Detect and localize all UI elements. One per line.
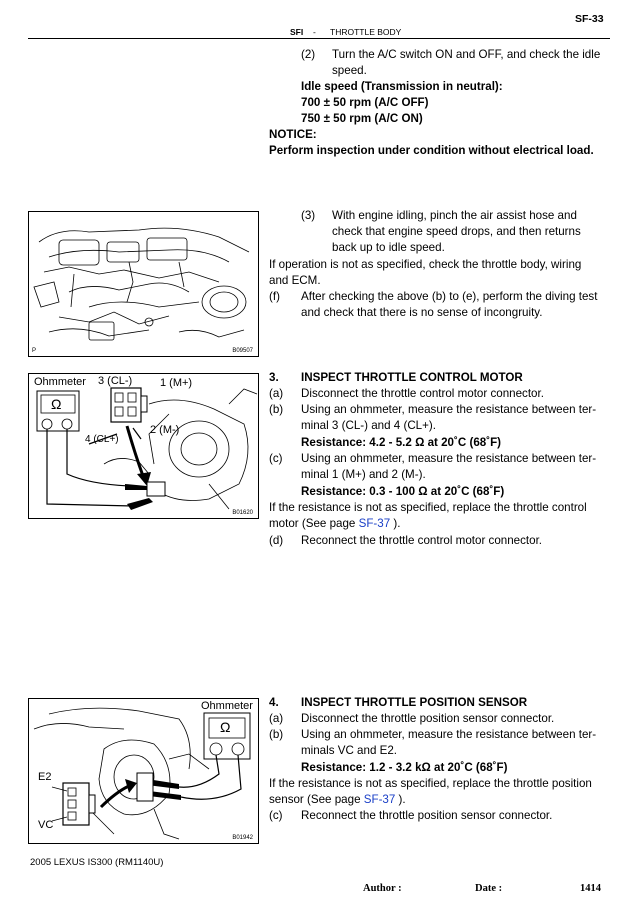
section-3-page-link[interactable]: SF-37 <box>358 517 391 530</box>
step-4b-number: (b) <box>269 728 284 741</box>
figure2-terminal-3: 3 (CL-) <box>98 375 133 387</box>
figure3-ohm-symbol: Ω <box>220 719 231 735</box>
footer-author: Author : <box>363 883 402 894</box>
section-4-para-line2 <box>269 792 406 808</box>
section-3-para-line1: If the resistance is not as specified, replace the throttle control <box>269 501 587 514</box>
figure2-terminal-2: 2 (M-) <box>150 424 180 436</box>
notice-text: Perform inspection under condition without electrical load. <box>269 144 594 157</box>
figure3-terminal-vc: VC <box>38 819 54 831</box>
engine-illustration <box>28 211 259 357</box>
step-3a-number: (a) <box>269 387 284 400</box>
step-4c-text: Reconnect the throttle position sensor connector. <box>301 809 553 822</box>
header-dash: - <box>313 27 316 37</box>
figure2-terminal-4: 4 (CL+) <box>85 434 119 445</box>
section-4-page-link[interactable]: SF-37 <box>363 793 396 806</box>
operation-para-line1: If operation is not as specified, check the throttle body, wiring <box>269 258 582 271</box>
header-rule <box>28 38 610 39</box>
step-3c-number: (c) <box>269 452 283 465</box>
header-section: SFI <box>290 27 304 37</box>
section-4-para-prefix: sensor (See page <box>269 793 364 806</box>
step-3d-number: (d) <box>269 534 284 547</box>
section-3-para-prefix: motor (See page <box>269 517 359 530</box>
page-code: SF-33 <box>575 13 604 25</box>
section-3-heading: INSPECT THROTTLE CONTROL MOTOR <box>301 371 523 384</box>
figure3-code: B01942 <box>232 835 253 841</box>
figure1-code: B09507 <box>232 348 253 354</box>
section-4-para-line1: If the resistance is not as specified, replace the throttle position <box>269 777 592 790</box>
step-4b-text-line2: minals VC and E2. <box>301 744 398 757</box>
section-3-para-suffix: ). <box>390 517 401 530</box>
section-4-para-suffix: ). <box>395 793 406 806</box>
idle-speed-ac-off: 700 ± 50 rpm (A/C OFF) <box>301 96 429 109</box>
figure1-letter: P <box>32 348 37 354</box>
step-2-text-line2: speed. <box>332 64 367 77</box>
step-4c-number: (c) <box>269 809 283 822</box>
step-3c-spec: Resistance: 0.3 - 100 Ω at 20˚C (68˚F) <box>301 485 505 498</box>
footer-page-number: 1414 <box>580 883 601 894</box>
figure2-code: B01620 <box>232 510 253 516</box>
idle-speed-title: Idle speed (Transmission in neutral): <box>301 80 503 93</box>
operation-para-line2: and ECM. <box>269 274 321 287</box>
step-3b-number: (b) <box>269 403 284 416</box>
section-4-number: 4. <box>269 696 279 709</box>
step-f-text-line2: and check that there is no sense of incongruity. <box>301 306 543 319</box>
step-3-text-line3: back up to idle speed. <box>332 241 445 254</box>
section-3-number: 3. <box>269 371 279 384</box>
section-3-para-line2 <box>269 516 400 532</box>
notice-title: NOTICE: <box>269 128 317 141</box>
figure3-terminal-e2: E2 <box>38 771 52 783</box>
step-2-number: (2) <box>301 48 316 61</box>
step-3b-text-line1: Using an ohmmeter, measure the resistance between ter- <box>301 403 597 416</box>
throttle-sensor-illustration <box>28 698 259 844</box>
figure2-terminal-1: 1 (M+) <box>160 377 193 389</box>
step-3-text-line1: With engine idling, pinch the air assist hose and <box>332 209 577 222</box>
step-4a-number: (a) <box>269 712 284 725</box>
figure3-ohmmeter-label: Ohmmeter <box>201 700 253 712</box>
idle-speed-ac-on: 750 ± 50 rpm (A/C ON) <box>301 112 423 125</box>
engine-drawing <box>29 212 259 357</box>
step-3-number: (3) <box>301 209 316 222</box>
header-subsection: THROTTLE BODY <box>330 27 402 37</box>
step-4a-text: Disconnect the throttle position sensor connector. <box>301 712 555 725</box>
step-4b-spec: Resistance: 1.2 - 3.2 kΩ at 20˚C (68˚F) <box>301 761 508 774</box>
figure2-ohmmeter-label: Ohmmeter <box>34 376 86 388</box>
step-2-text-line1: Turn the A/C switch ON and OFF, and check the idle <box>332 48 601 61</box>
footer-date: Date : <box>475 883 503 894</box>
section-4-heading: INSPECT THROTTLE POSITION SENSOR <box>301 696 528 709</box>
throttle-motor-illustration <box>28 373 259 519</box>
step-4b-text-line1: Using an ohmmeter, measure the resistance between ter- <box>301 728 597 741</box>
step-3c-text-line1: Using an ohmmeter, measure the resistance between ter- <box>301 452 597 465</box>
throttle-motor-drawing <box>29 374 259 519</box>
step-f-text-line1: After checking the above (b) to (e), perform the diving test <box>301 290 598 303</box>
figure2-ohm-symbol: Ω <box>51 396 62 412</box>
step-3-text-line2: check that engine speed drops, and then returns <box>332 225 581 238</box>
step-3b-text-line2: minal 3 (CL-) and 4 (CL+). <box>301 419 436 432</box>
step-3a-text: Disconnect the throttle control motor connector. <box>301 387 544 400</box>
step-3d-text: Reconnect the throttle control motor connector. <box>301 534 543 547</box>
step-3b-spec: Resistance: 4.2 - 5.2 Ω at 20˚C (68˚F) <box>301 436 502 449</box>
step-f-number: (f) <box>269 290 280 303</box>
step-3c-text-line2: minal 1 (M+) and 2 (M-). <box>301 468 426 481</box>
footer-model: 2005 LEXUS IS300 (RM1140U) <box>30 857 164 868</box>
